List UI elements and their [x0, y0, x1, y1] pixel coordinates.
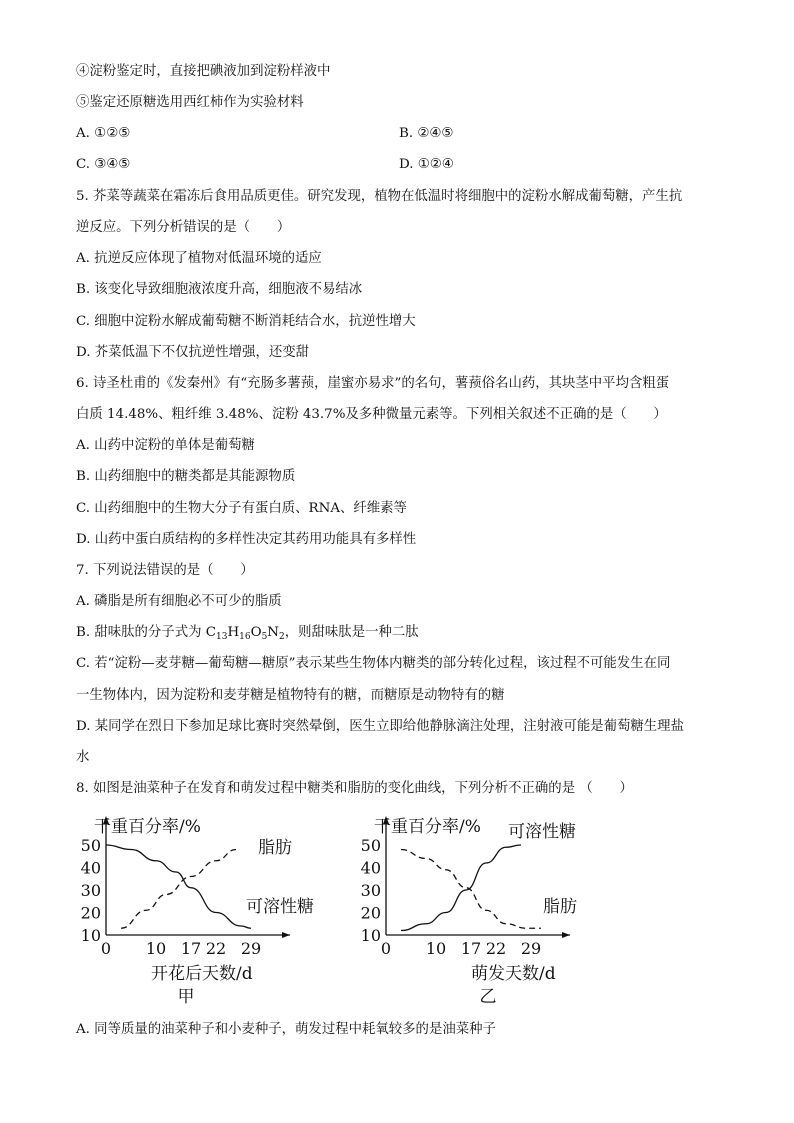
option-c: C. 细胞中淀粉水解成葡萄糖不断消耗结合水，抗逆性增大	[76, 314, 416, 329]
series-label: 脂肪	[543, 897, 577, 917]
option-d: D. ①②④	[399, 157, 454, 172]
y-tick-label: 50	[360, 836, 381, 855]
y-tick-label: 20	[80, 903, 101, 923]
option-d: D. 芥菜低温下不仅抗逆性增强，还变甜	[76, 345, 310, 360]
series-line	[401, 850, 541, 929]
series-label: 可溶性糖	[508, 822, 576, 842]
y-tick-label: 50	[80, 836, 101, 855]
option-a: A. 山药中淀粉的单体是葡萄糖	[76, 438, 255, 453]
x-tick-label: 10	[425, 939, 447, 958]
y-tick-label: 20	[360, 903, 381, 923]
y-tick-label: 10	[360, 926, 381, 945]
x-axis-label: 开花后天数/d	[151, 964, 253, 984]
option-d-cont: 水	[76, 750, 90, 765]
option-b: B. 山药细胞中的糖类都是其能源物质	[76, 469, 296, 484]
x-tick-label: 29	[520, 939, 542, 958]
x-axis-arrow	[282, 932, 290, 938]
option-a: A. 抗逆反应体现了植物对低温环境的适应	[76, 251, 322, 266]
option-b: B. ②④⑤	[399, 126, 454, 141]
x-tick-label: 22	[485, 939, 507, 958]
series-label: 可溶性糖	[246, 897, 314, 917]
question-6: 6. 诗圣杜甫的《发秦州》有“充肠多薯蓣，崖蜜亦易求”的名句，薯蓣俗名山药，其块茎中平均含粗蛋	[76, 376, 670, 391]
option-d: D. 某同学在烈日下参加足球比赛时突然晕倒，医生立即给他静脉滴注处理，注射液可能是葡萄糖生理盐	[76, 719, 684, 734]
text-line: ⑤鉴定还原糖选用西红柿作为实验材料	[76, 95, 304, 110]
y-tick-label: 40	[80, 858, 101, 878]
option-c: C. 山药细胞中的生物大分子有蛋白质、RNA、纤维素等	[76, 501, 407, 516]
option-c: C. ③④⑤	[76, 157, 131, 172]
series-label: 脂肪	[258, 838, 292, 858]
y-tick-label: 40	[360, 858, 381, 878]
x-axis-arrow	[562, 932, 570, 938]
question-6-cont: 白质 14.48%、粗纤维 3.48%、淀粉 43.7%及多种微量元素等。下列相关叙述不正确的是（ ）	[76, 407, 667, 422]
x-tick-label: 0	[380, 939, 392, 958]
x-tick-label: 22	[205, 939, 227, 958]
question-5: 5. 芥菜等蔬菜在霜冻后食用品质更佳。研究发现，植物在低温时将细胞中的淀粉水解成葡萄糖，产生抗	[76, 189, 683, 204]
x-tick-label: 29	[240, 939, 262, 958]
y-axis-label: 干重百分率/%	[94, 817, 201, 837]
x-tick-label: 0	[100, 939, 112, 958]
option-c-cont: 一生物体内，因为淀粉和麦芽糖是植物特有的糖，而糖原是动物特有的糖	[76, 688, 505, 703]
figure-caption: 甲	[177, 987, 195, 1007]
x-axis-label: 萌发天数/d	[471, 964, 556, 984]
option-a: A. ①②⑤	[76, 126, 131, 141]
y-tick-label: 10	[80, 926, 101, 945]
text-line: ④淀粉鉴定时，直接把碘液加到淀粉样液中	[76, 64, 331, 79]
option-d: D. 山药中蛋白质结构的多样性决定其药用功能具有多样性	[76, 532, 417, 547]
question-8: 8. 如图是油菜种子在发育和萌发过程中糖类和脂肪的变化曲线，下列分析不正确的是 （ ）	[76, 781, 633, 796]
charts-svg	[76, 810, 596, 1040]
option-c: C. 若“淀粉—麦芽糖—葡萄糖—糖原”表示某些生物体内糖类的部分转化过程，该过程不可能发生在同	[76, 656, 671, 671]
question-5-cont: 逆反应。下列分析错误的是（ ）	[76, 220, 291, 235]
option-a: A. 磷脂是所有细胞必不可少的脂质	[76, 594, 282, 609]
x-tick-label: 10	[145, 939, 167, 958]
option-a: A. 同等质量的油菜种子和小麦种子，萌发过程中耗氧较多的是油菜种子	[76, 1022, 496, 1037]
figure-caption: 乙	[479, 987, 497, 1007]
y-tick-label: 30	[360, 881, 381, 900]
option-b: B. 该变化导致细胞液浓度升高，细胞液不易结冰	[76, 282, 363, 297]
question-7: 7. 下列说法错误的是（ ）	[76, 563, 254, 578]
option-b: B. 甜味肽的分子式为 $C_{13}H_{16}O_5N_2$，则甜味肽是一种二肽	[76, 625, 419, 642]
x-tick-label: 17	[460, 939, 482, 958]
figure-charts	[76, 810, 596, 1040]
series-line	[121, 850, 236, 929]
y-tick-label: 30	[80, 881, 101, 900]
x-tick-label: 17	[180, 939, 202, 958]
y-axis-label: 干重百分率/%	[374, 817, 481, 837]
